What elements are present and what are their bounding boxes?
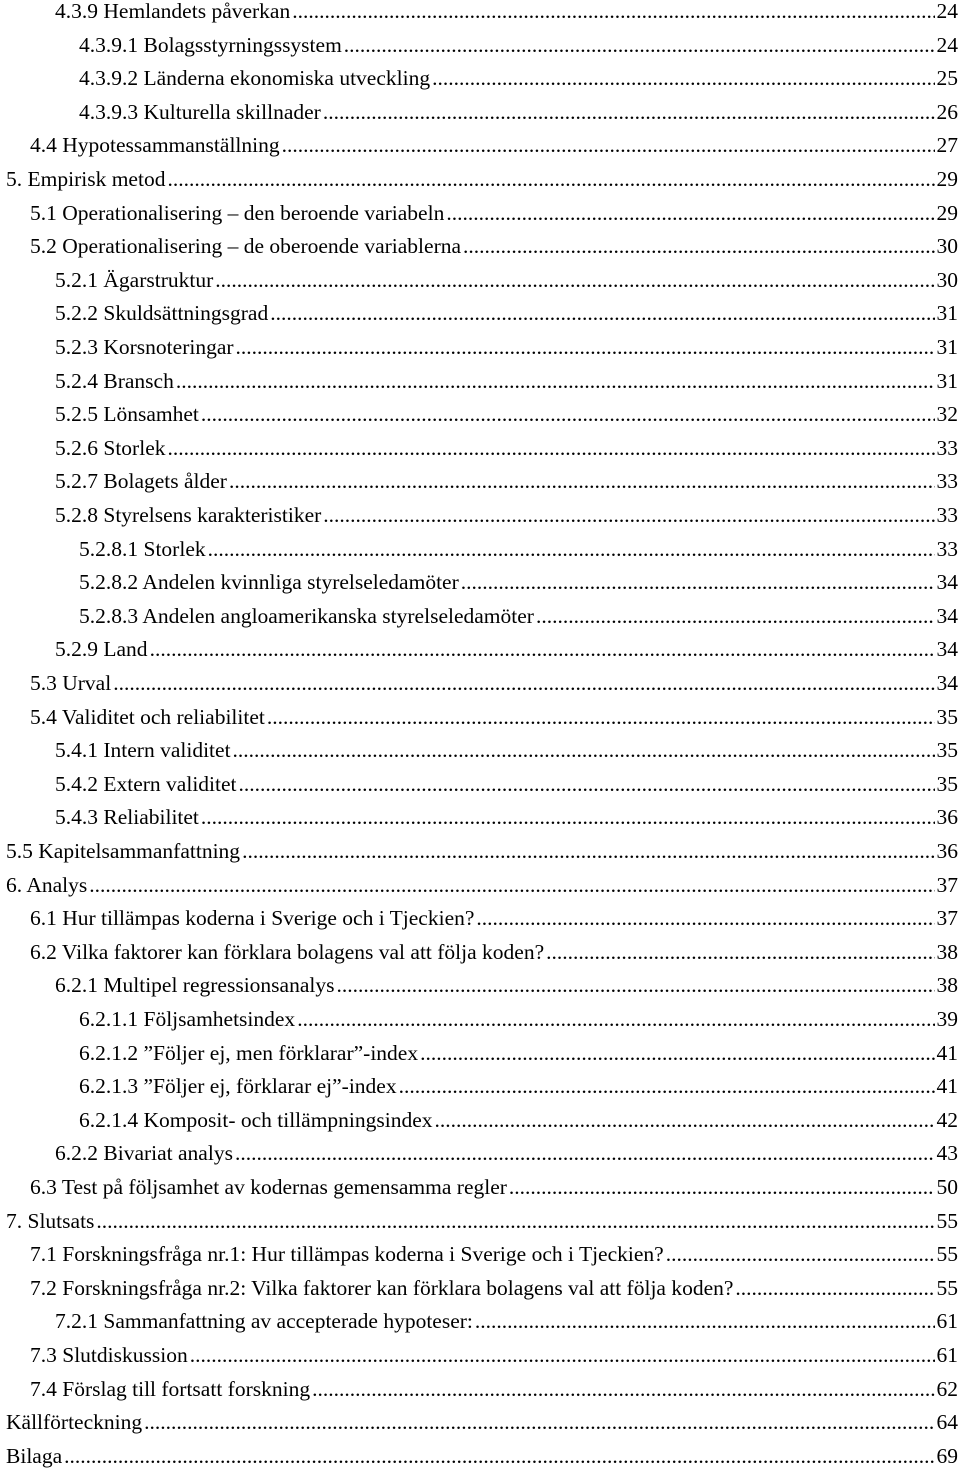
dot-leader bbox=[446, 197, 934, 231]
toc-entry[interactable] bbox=[0, 1070, 960, 1104]
dot-leader bbox=[461, 566, 935, 600]
dot-leader bbox=[432, 62, 934, 96]
toc-entry[interactable] bbox=[0, 62, 960, 96]
toc-entry-label: 6.2.1.4 Komposit- och tillämpningsindex bbox=[79, 1104, 433, 1138]
toc-entry-label: 5.2.4 Bransch bbox=[55, 365, 174, 399]
toc-entry-page-number: 37 bbox=[937, 902, 960, 936]
toc-entry[interactable] bbox=[0, 566, 960, 600]
toc-entry-label: 5.2.8.3 Andelen angloamerikanska styrelseledamöter bbox=[79, 600, 534, 634]
dot-leader bbox=[463, 230, 934, 264]
toc-entry-page-number: 34 bbox=[937, 667, 960, 701]
toc-entry-page-number: 69 bbox=[937, 1440, 960, 1473]
toc-entry[interactable] bbox=[0, 1305, 960, 1339]
dot-leader bbox=[666, 1238, 935, 1272]
dot-leader bbox=[546, 936, 934, 970]
toc-entry-page-number: 41 bbox=[937, 1070, 960, 1104]
toc-entry-page-number: 27 bbox=[937, 129, 960, 163]
toc-entry-page-number: 24 bbox=[937, 29, 960, 63]
toc-entry-page-number: 35 bbox=[937, 734, 960, 768]
toc-entry-label: 6.2.1.3 ”Följer ej, förklarar ej”-index bbox=[79, 1070, 397, 1104]
dot-leader bbox=[235, 1137, 935, 1171]
toc-entry[interactable] bbox=[0, 936, 960, 970]
toc-entry[interactable] bbox=[0, 96, 960, 130]
toc-entry-label: 5.2.2 Skuldsättningsgrad bbox=[55, 297, 268, 331]
toc-entry-page-number: 33 bbox=[937, 533, 960, 567]
toc-entry-label: 7.2 Forskningsfråga nr.2: Vilka faktorer kan förklara bolagens val att följa koden? bbox=[30, 1272, 733, 1306]
toc-entry-page-number: 26 bbox=[937, 96, 960, 130]
toc-entry-page-number: 55 bbox=[937, 1238, 960, 1272]
toc-entry-page-number: 29 bbox=[937, 163, 960, 197]
toc-entry-label: 6.2 Vilka faktorer kan förklara bolagens val att följa koden? bbox=[30, 936, 544, 970]
toc-entry-page-number: 34 bbox=[937, 600, 960, 634]
toc-entry-label: 5.2 Operationalisering – de oberoende variablerna bbox=[30, 230, 461, 264]
toc-entry-page-number: 55 bbox=[937, 1205, 960, 1239]
toc-entry[interactable] bbox=[0, 29, 960, 63]
toc-entry-label: 5.1 Operationalisering – den beroende variabeln bbox=[30, 197, 444, 231]
toc-entry-page-number: 31 bbox=[937, 297, 960, 331]
toc-entry[interactable] bbox=[0, 734, 960, 768]
dot-leader bbox=[323, 96, 935, 130]
dot-leader bbox=[536, 600, 935, 634]
toc-entry-page-number: 24 bbox=[937, 0, 960, 29]
toc-entry-page-number: 33 bbox=[937, 465, 960, 499]
toc-entry-page-number: 41 bbox=[937, 1037, 960, 1071]
dot-leader bbox=[150, 633, 935, 667]
dot-leader bbox=[167, 163, 934, 197]
toc-entry-page-number: 30 bbox=[937, 230, 960, 264]
toc-entry[interactable] bbox=[0, 1406, 960, 1440]
toc-entry[interactable] bbox=[0, 1037, 960, 1071]
dot-leader bbox=[176, 365, 935, 399]
toc-entry-label: 5.2.1 Ägarstruktur bbox=[55, 264, 213, 298]
toc-entry-label: 4.3.9 Hemlandets påverkan bbox=[55, 0, 290, 29]
toc-entry-page-number: 39 bbox=[937, 1003, 960, 1037]
toc-entry-label: 5.4 Validitet och reliabilitet bbox=[30, 701, 265, 735]
dot-leader bbox=[336, 969, 934, 1003]
toc-entry-label: 7.3 Slutdiskussion bbox=[30, 1339, 188, 1373]
toc-entry[interactable] bbox=[0, 398, 960, 432]
dot-leader bbox=[242, 835, 934, 869]
toc-entry-page-number: 43 bbox=[937, 1137, 960, 1171]
toc-entry[interactable] bbox=[0, 600, 960, 634]
toc-entry[interactable] bbox=[0, 0, 960, 29]
dot-leader bbox=[233, 734, 935, 768]
toc-entry[interactable] bbox=[0, 1272, 960, 1306]
toc-entry[interactable] bbox=[0, 902, 960, 936]
toc-entry[interactable] bbox=[0, 264, 960, 298]
toc-entry-label: 5.2.8.2 Andelen kvinnliga styrelseledamöter bbox=[79, 566, 459, 600]
dot-leader bbox=[201, 801, 935, 835]
toc-entry[interactable] bbox=[0, 365, 960, 399]
dot-leader bbox=[399, 1070, 935, 1104]
toc-entry[interactable] bbox=[0, 768, 960, 802]
toc-entry-label: 6.2.2 Bivariat analys bbox=[55, 1137, 233, 1171]
toc-entry[interactable] bbox=[0, 633, 960, 667]
dot-leader bbox=[201, 398, 935, 432]
toc-entry[interactable] bbox=[0, 1104, 960, 1138]
toc-entry-label: Källförteckning bbox=[6, 1406, 142, 1440]
toc-entry-label: 6.2.1.2 ”Följer ej, men förklarar”-index bbox=[79, 1037, 418, 1071]
dot-leader bbox=[312, 1373, 934, 1407]
dot-leader bbox=[475, 1305, 935, 1339]
toc-entry-label: 5.4.2 Extern validitet bbox=[55, 768, 237, 802]
toc-entry-label: 5.2.9 Land bbox=[55, 633, 148, 667]
dot-leader bbox=[215, 264, 934, 298]
toc-entry-label: 6.2.1 Multipel regressionsanalys bbox=[55, 969, 334, 1003]
toc-entry[interactable] bbox=[0, 701, 960, 735]
dot-leader bbox=[735, 1272, 934, 1306]
toc-entry[interactable] bbox=[0, 869, 960, 903]
toc-entry-page-number: 34 bbox=[937, 566, 960, 600]
dot-leader bbox=[64, 1440, 934, 1473]
toc-entry-label: 5.2.5 Lönsamhet bbox=[55, 398, 199, 432]
toc-entry[interactable] bbox=[0, 230, 960, 264]
toc-entry-page-number: 38 bbox=[937, 936, 960, 970]
dot-leader bbox=[267, 701, 935, 735]
toc-entry-label: 4.4 Hypotessammanställning bbox=[30, 129, 280, 163]
toc-entry-label: 6.2.1.1 Följsamhetsindex bbox=[79, 1003, 295, 1037]
toc-entry[interactable] bbox=[0, 1238, 960, 1272]
toc-entry-page-number: 38 bbox=[937, 969, 960, 1003]
dot-leader bbox=[89, 869, 934, 903]
toc-entry[interactable] bbox=[0, 163, 960, 197]
toc-entry-page-number: 55 bbox=[937, 1272, 960, 1306]
toc-entry-page-number: 35 bbox=[937, 701, 960, 735]
toc-entry-label: 6. Analys bbox=[6, 869, 87, 903]
toc-entry[interactable] bbox=[0, 1440, 960, 1473]
dot-leader bbox=[236, 331, 935, 365]
toc-entry[interactable] bbox=[0, 1171, 960, 1205]
dot-leader bbox=[167, 432, 934, 466]
dot-leader bbox=[476, 902, 934, 936]
dot-leader bbox=[323, 499, 934, 533]
toc-entry-label: Bilaga bbox=[6, 1440, 62, 1473]
toc-entry-page-number: 61 bbox=[937, 1339, 960, 1373]
dot-leader bbox=[190, 1339, 935, 1373]
toc-entry-label: 5.2.7 Bolagets ålder bbox=[55, 465, 227, 499]
toc-entry-page-number: 33 bbox=[937, 432, 960, 466]
dot-leader bbox=[113, 667, 934, 701]
toc-entry-page-number: 36 bbox=[937, 801, 960, 835]
toc-entry[interactable] bbox=[0, 1373, 960, 1407]
toc-entry-label: 5.2.3 Korsnoteringar bbox=[55, 331, 234, 365]
toc-entry-label: 4.3.9.3 Kulturella skillnader bbox=[79, 96, 321, 130]
toc-entry-label: 7.2.1 Sammanfattning av accepterade hypoteser: bbox=[55, 1305, 473, 1339]
toc-entry[interactable] bbox=[0, 432, 960, 466]
toc-entry-label: 5.2.8.1 Storlek bbox=[79, 533, 206, 567]
toc-entry-page-number: 35 bbox=[937, 768, 960, 802]
dot-leader bbox=[509, 1171, 935, 1205]
toc-entry-page-number: 30 bbox=[937, 264, 960, 298]
toc-entry-page-number: 36 bbox=[937, 835, 960, 869]
dot-leader bbox=[144, 1406, 934, 1440]
toc-entry-label: 5.5 Kapitelsammanfattning bbox=[6, 835, 240, 869]
toc-entry[interactable] bbox=[0, 969, 960, 1003]
toc-entry[interactable] bbox=[0, 197, 960, 231]
toc-entry[interactable] bbox=[0, 835, 960, 869]
toc-entry-label: 5.4.3 Reliabilitet bbox=[55, 801, 199, 835]
toc-entry[interactable] bbox=[0, 533, 960, 567]
toc-entry[interactable] bbox=[0, 1339, 960, 1373]
toc-entry-label: 5.3 Urval bbox=[30, 667, 111, 701]
toc-entry[interactable] bbox=[0, 465, 960, 499]
toc-entry-label: 4.3.9.1 Bolagsstyrningssystem bbox=[79, 29, 342, 63]
toc-entry[interactable] bbox=[0, 1137, 960, 1171]
toc-entry-label: 6.1 Hur tillämpas koderna i Sverige och i Tjeckien? bbox=[30, 902, 474, 936]
toc-entry-page-number: 64 bbox=[937, 1406, 960, 1440]
toc-entry-page-number: 37 bbox=[937, 869, 960, 903]
toc-entry[interactable] bbox=[0, 1003, 960, 1037]
toc-entry[interactable] bbox=[0, 331, 960, 365]
toc-entry-label: 4.3.9.2 Länderna ekonomiska utveckling bbox=[79, 62, 430, 96]
toc-entry-page-number: 29 bbox=[937, 197, 960, 231]
dot-leader bbox=[420, 1037, 934, 1071]
toc-entry-page-number: 31 bbox=[937, 365, 960, 399]
dot-leader bbox=[435, 1104, 935, 1138]
dot-leader bbox=[297, 1003, 934, 1037]
toc-entry-label: 5. Empirisk metod bbox=[6, 163, 165, 197]
dot-leader bbox=[229, 465, 935, 499]
dot-leader bbox=[208, 533, 935, 567]
toc-entry-label: 5.4.1 Intern validitet bbox=[55, 734, 231, 768]
dot-leader bbox=[344, 29, 935, 63]
toc-entry-label: 7.1 Forskningsfråga nr.1: Hur tillämpas koderna i Sverige och i Tjeckien? bbox=[30, 1238, 664, 1272]
dot-leader bbox=[96, 1205, 934, 1239]
dot-leader bbox=[282, 129, 935, 163]
toc-entry-page-number: 32 bbox=[937, 398, 960, 432]
toc-entry-page-number: 42 bbox=[937, 1104, 960, 1138]
dot-leader bbox=[270, 297, 934, 331]
dot-leader bbox=[239, 768, 935, 802]
toc-entry-page-number: 61 bbox=[937, 1305, 960, 1339]
toc-entry-page-number: 33 bbox=[937, 499, 960, 533]
toc-entry[interactable] bbox=[0, 129, 960, 163]
toc-entry-label: 5.2.8 Styrelsens karakteristiker bbox=[55, 499, 321, 533]
toc-entry-label: 6.3 Test på följsamhet av kodernas gemensamma regler bbox=[30, 1171, 507, 1205]
toc-entry[interactable] bbox=[0, 801, 960, 835]
toc-entry-page-number: 34 bbox=[937, 633, 960, 667]
toc-entry[interactable] bbox=[0, 297, 960, 331]
toc-entry-page-number: 50 bbox=[937, 1171, 960, 1205]
toc-entry-label: 5.2.6 Storlek bbox=[55, 432, 165, 466]
toc-entry[interactable] bbox=[0, 1205, 960, 1239]
dot-leader bbox=[292, 0, 934, 29]
toc-entry-label: 7.4 Förslag till fortsatt forskning bbox=[30, 1373, 310, 1407]
toc-entry-label: 7. Slutsats bbox=[6, 1205, 94, 1239]
toc-entry[interactable] bbox=[0, 667, 960, 701]
toc-entry[interactable] bbox=[0, 499, 960, 533]
toc-entry-page-number: 31 bbox=[937, 331, 960, 365]
toc-entry-page-number: 62 bbox=[937, 1373, 960, 1407]
toc-entry-page-number: 25 bbox=[937, 62, 960, 96]
